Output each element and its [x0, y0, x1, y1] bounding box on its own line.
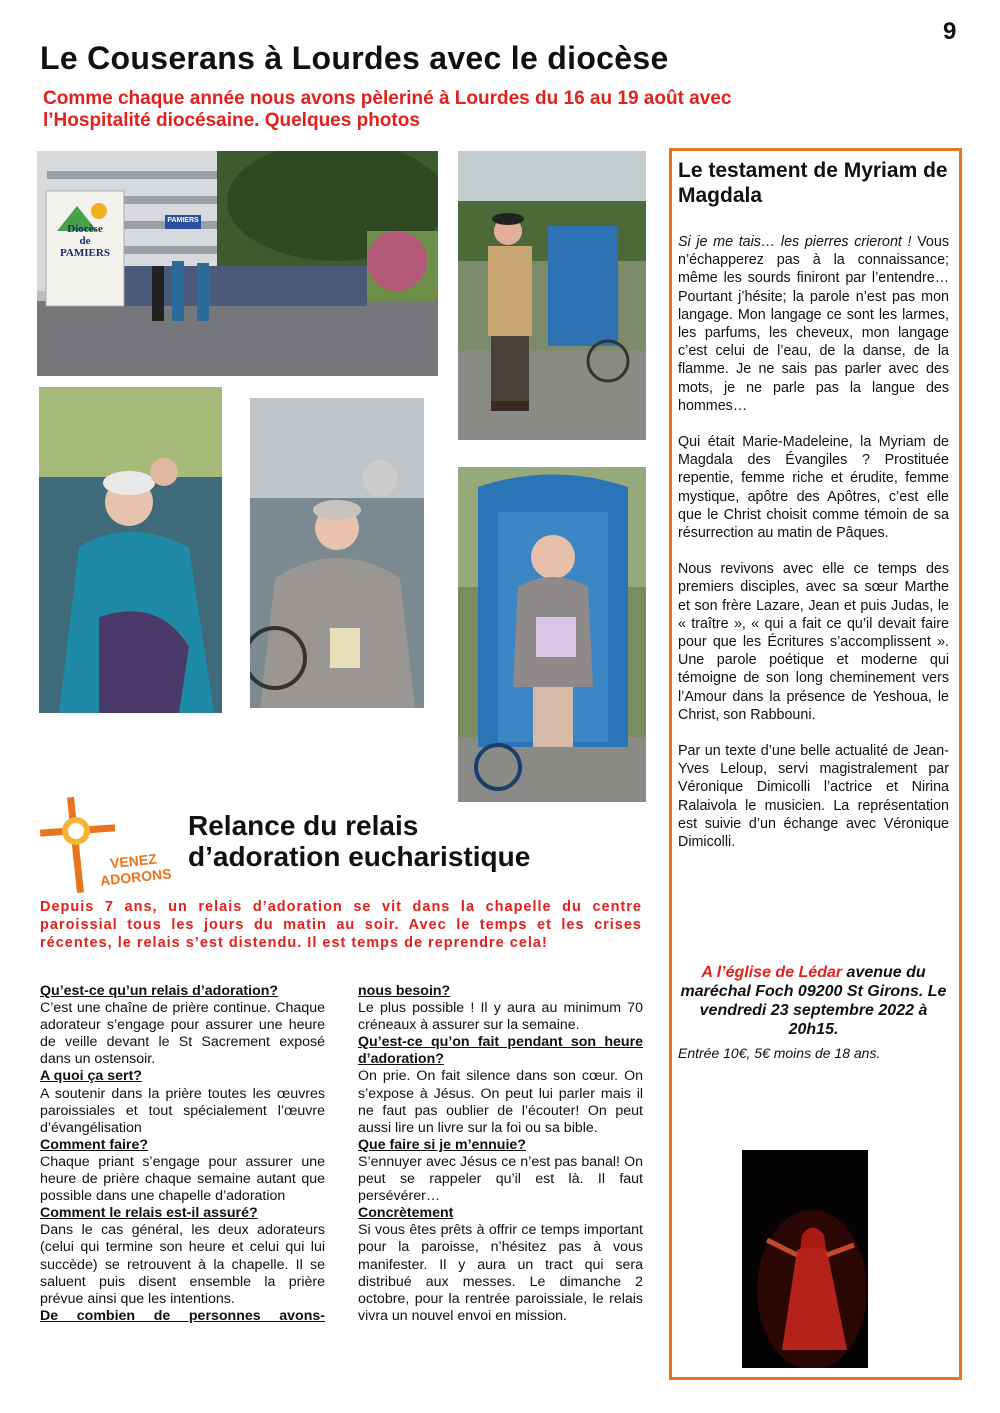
faq-answer: Le plus possible ! Il y aura au minimum 70 créneaux à assurer sur la semaine. — [358, 1000, 643, 1034]
venez-adorons-logo — [38, 795, 180, 895]
photo-woman-blue-jacket — [39, 387, 222, 713]
faq-question: Comment faire? — [40, 1136, 148, 1153]
faq-answer: Chaque priant s’engage pour assurer une heure de prière chaque semaine autant que possible dans une chapelle d’adoration — [40, 1153, 325, 1205]
event-place: A l’église de Lédar — [701, 964, 843, 981]
faq-answer: S’ennuyer avec Jésus ce n’est pas banal! On peut se rappeler qu’il est là. Il faut persévérer… — [358, 1153, 643, 1205]
entry-price: Entrée 10€, 5€ moins de 18 ans. — [678, 1045, 881, 1061]
sidebar-quote: Si je me tais… les pierres crieront ! — [678, 234, 912, 250]
logo-venez: VENEZ — [109, 850, 158, 872]
photo-woman-wheelchair — [250, 398, 424, 708]
faq-answer: Dans le cas général, les deux adorateurs (celui qui termine son heure et celui qui lui succède) se retrouvent à la chapelle. Il se saluent puis disent ensemble la prière prévue ainsi que les intentions. — [40, 1222, 325, 1307]
sidebar-p3: Nous revivons avec elle ce temps des premiers disciples, avec sa sœur Marthe et son frère Lazare, Jean et puis Judas, le « traître », « qui a fait ce qu’il devait faire pour que les Écritures s’accomplissent ». Une parole poétique et moderne qui témoigne de son long cheminement vers l’Amour dans la présence de Yeshoua, le Christ, son Rabbouni. — [678, 561, 949, 723]
adoration-title-line2: d’adoration eucharistique — [188, 841, 531, 872]
event-info — [678, 963, 949, 1039]
event-details: avenue du maréchal Foch 09200 St Girons. Le vendredi 23 septembre 2022 à 20h15. — [680, 964, 947, 1038]
photo-procession — [37, 151, 438, 376]
faq-answer: On prie. On fait silence dans son cœur. On s’expose à Jésus. On peut lui parler mais il ne faut pas oublier de l’écouter! On peut aussi lire un livre sur la foi ou sa bible. — [358, 1068, 643, 1136]
page-title: Le Couserans à Lourdes avec le diocèse — [40, 40, 669, 76]
banner-line1: Diocèse — [67, 223, 103, 235]
sidebar-title: Le testament de Myriam de Magdala — [678, 159, 948, 207]
sidebar-text — [678, 233, 949, 869]
faq-column-1 — [40, 983, 325, 1325]
photo-actress-stage — [742, 1150, 868, 1368]
sidebar-p1: Vous n’échapperez pas à la connaissance; même les sourds finiront par l’entendre… Pourtant j’hésite; la parole n’est pas mon langage. Mon langage ce sont les larmes, les parfums, les cheveux, mon langage c’est celui de l’eau, de la danse, de la flamme. Je ne sais pas parler avec des mots, je ne parle pas la langue des hommes… — [678, 234, 949, 414]
faq-question: Qu’est-ce qu’un relais d’adoration? — [40, 983, 279, 999]
faq-question: A quoi ça sert? — [40, 1068, 142, 1085]
faq-question: De combien de personnes avons- — [40, 1307, 325, 1324]
adoration-intro: Depuis 7 ans, un relais d’adoration se vit dans la chapelle du centre paroissial tous les jours du matin au soir. Avec le temps et les crises récentes, le relais s’est distendu. Il est temps de reprendre cela! — [40, 899, 642, 951]
faq-column-2 — [358, 983, 643, 1325]
faq-question: Qu’est-ce qu’on fait pendant son heure d’adoration? — [358, 1034, 643, 1068]
adoration-title-line1: Relance du relais — [188, 810, 419, 841]
faq-question: Comment le relais est-il assuré? — [40, 1205, 258, 1222]
banner-line3: PAMIERS — [60, 247, 110, 259]
sidebar-p4: Par un texte d’une belle actualité de Jean-Yves Leloup, servi magistralement par Véronique Dimicolli l’actrice et Nirina Ralaivola le musicien. La représentation est suivie d’un échange avec Véronique Dimicolli. — [678, 743, 949, 851]
banner-line2: de — [79, 235, 91, 247]
pamiers-sign: PAMIERS — [167, 217, 199, 224]
adoration-title — [188, 810, 530, 872]
faq-question: nous besoin? — [358, 983, 451, 999]
logo-adorons: ADORONS — [99, 865, 173, 889]
photo-woman-blue-chair — [458, 467, 646, 802]
photo-man-with-chair — [458, 151, 646, 440]
page-subtitle: Comme chaque année nous avons pèleriné à Lourdes du 16 au 19 août avec l’Hospitalité diocésaine. Quelques photos — [43, 88, 732, 131]
faq-question: Concrètement — [358, 1205, 454, 1222]
faq-question: Que faire si je m’ennuie? — [358, 1136, 526, 1153]
faq-answer: C’est une chaîne de prière continue. Chaque adorateur s’engage pour assurer une heure de veille devant le St Sacrement exposé dans un ostensoir. — [40, 1000, 325, 1068]
banner-text — [47, 223, 123, 259]
page-number: 9 — [943, 18, 957, 45]
sidebar-p2: Qui était Marie-Madeleine, la Myriam de Magdala des Évangiles ? Prostituée repentie, femme riche et érudite, femme mystique, apôtre des Apôtres, c’est elle que le Christ choisit comme témoin de sa résurrection au matin de Pâques. — [678, 434, 949, 542]
faq-answer: A soutenir dans la prière toutes les œuvres paroissiales et tout spécialement l’œuvre d’évangélisation — [40, 1085, 325, 1136]
faq-answer: Si vous êtes prêts à offrir ce temps important pour la paroisse, n’hésitez pas à vous manifester. Il y aura un tract qui sera distribué aux messes. Le dimanche 2 octobre, pour la rentrée paroissiale, le relais vivra un nouvel envoi en mission. — [358, 1222, 643, 1324]
